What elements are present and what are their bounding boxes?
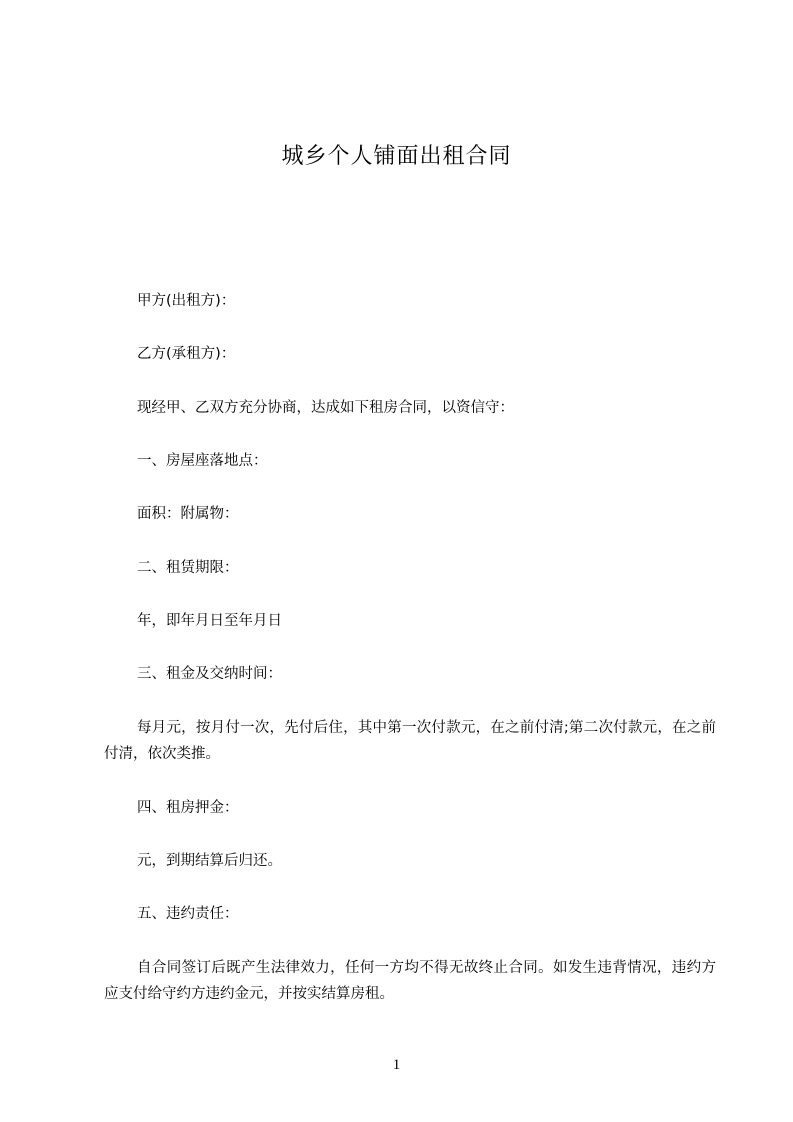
section-1-heading: 一、房屋座落地点：	[137, 453, 268, 469]
party-a-line: 甲方(出租方)：	[137, 293, 236, 309]
section-2-heading: 二、租赁期限：	[137, 560, 239, 576]
breach-paragraph: 自合同签订后既产生法律效力，任何一方均不得无故终止合同。如发生违背情况，违约方应支付给守约方违约金元，并按实结算房租。	[104, 960, 716, 1002]
section-5-heading: 五、违约责任：	[137, 906, 239, 922]
rent-payment-paragraph: 每月元，按月付一次，先付后住，其中第一次付款元，在之前付清;第二次付款元，在之前付清，依次类推。	[104, 720, 716, 762]
page-number: 1	[392, 1057, 401, 1073]
deposit-line: 元，到期结算后归还。	[137, 853, 282, 869]
document-title: 城乡个人铺面出租合同	[281, 144, 512, 169]
section-4-heading: 四、租房押金：	[137, 800, 239, 816]
agreement-intro-line: 现经甲、乙双方充分协商，达成如下租房合同，以资信守：	[137, 400, 514, 416]
party-b-line: 乙方(承租方)：	[137, 346, 236, 362]
section-3-heading: 三、租金及交纳时间：	[137, 666, 282, 682]
term-line: 年，即年月日至年月日	[137, 613, 282, 629]
area-line: 面积：附属物：	[137, 506, 239, 522]
